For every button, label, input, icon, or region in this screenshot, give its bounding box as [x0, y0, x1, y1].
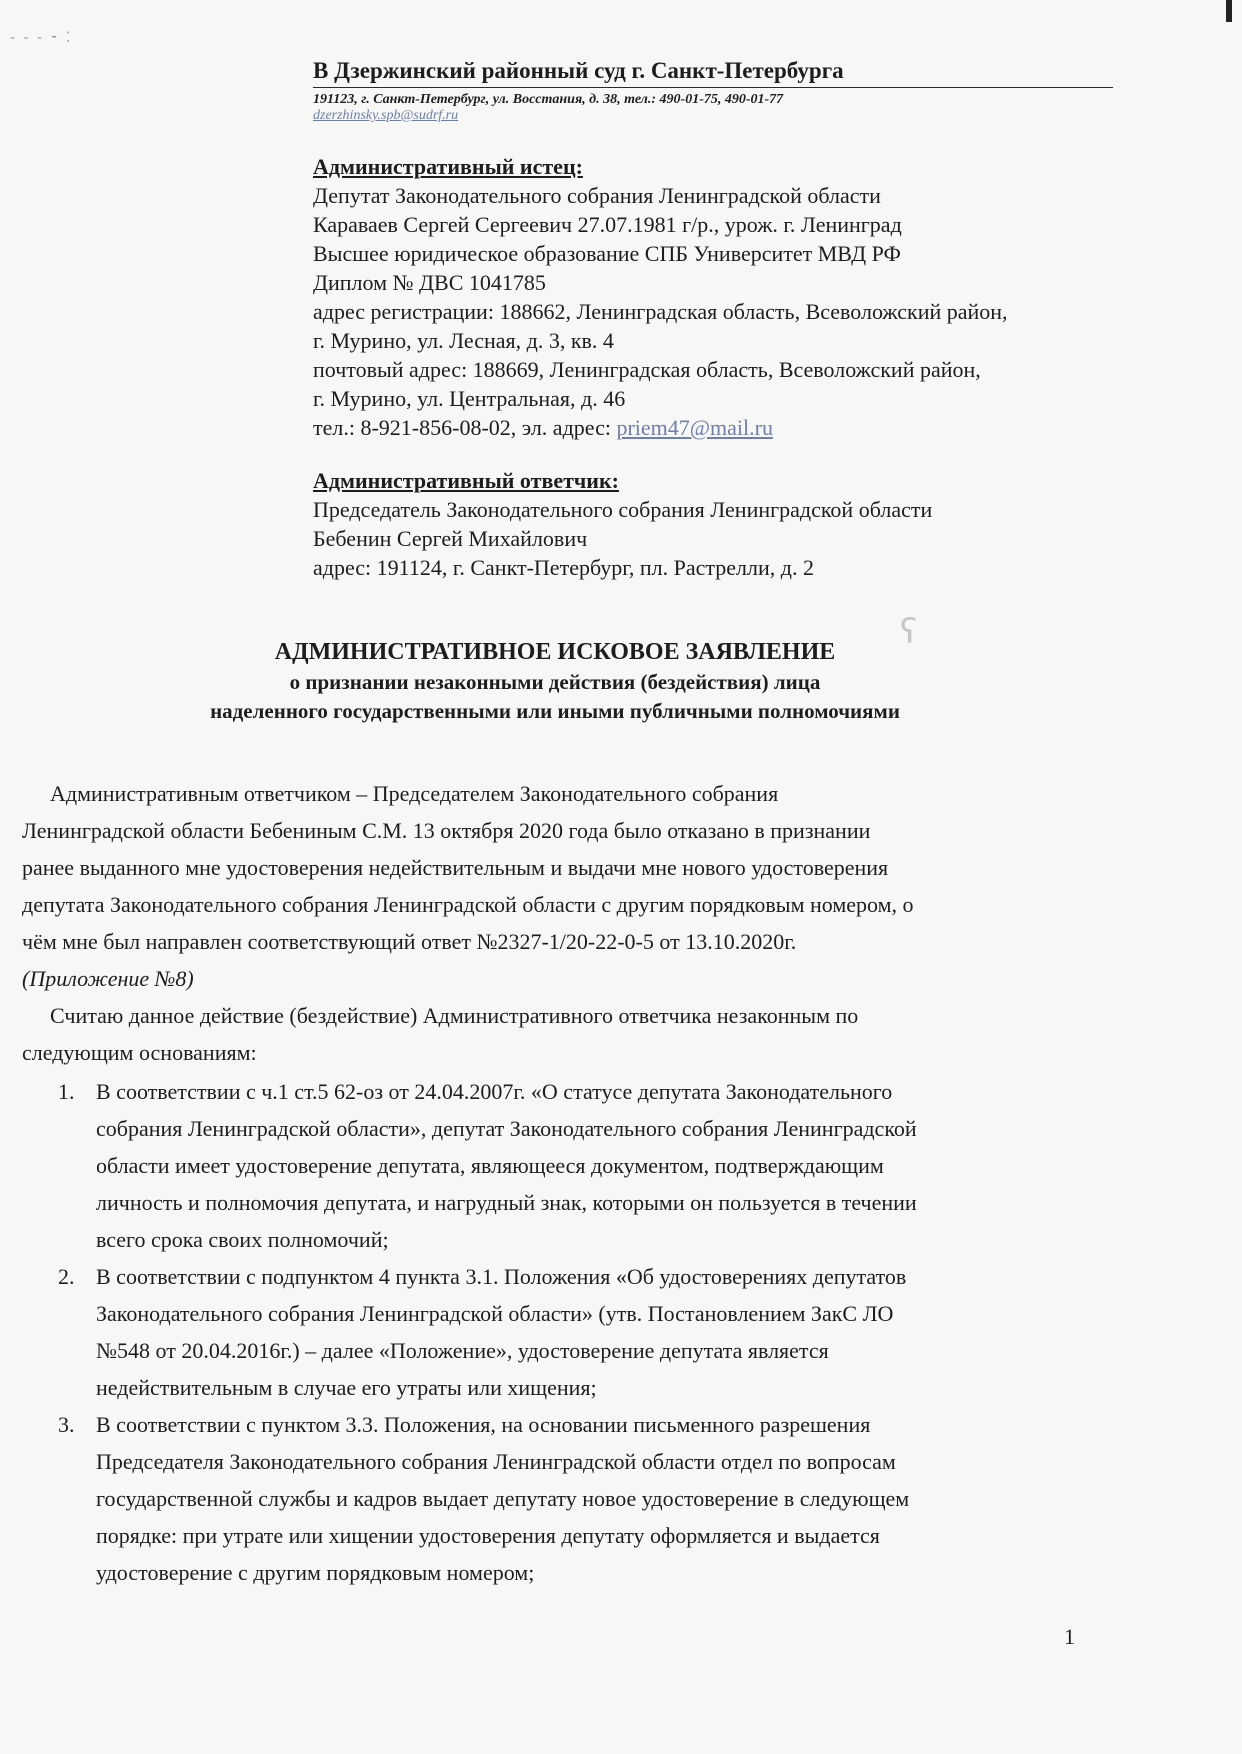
list-line: порядке: при утрате или хищении удостоверения депутату оформляется и выдается	[96, 1523, 880, 1548]
plaintiff-line: Караваев Сергей Сергеевич 27.07.1981 г/р., урож. г. Ленинград	[313, 212, 902, 237]
attachment-note: (Приложение №8)	[22, 966, 194, 991]
list-line: Председателя Законодательного собрания Ленинградской области отдел по вопросам	[96, 1449, 896, 1474]
plaintiff-line: Высшее юридическое образование СПБ Университет МВД РФ	[313, 241, 901, 266]
body-paragraph	[22, 775, 1082, 1071]
document-title-block	[0, 636, 1110, 726]
paragraph-line: ранее выданного мне удостоверения недействительным и выдачи мне нового удостоверения	[22, 855, 889, 880]
list-item	[0, 1258, 1100, 1406]
paragraph-line: Считаю данное действие (бездействие) Административного ответчика незаконным по	[50, 1003, 859, 1028]
list-line: всего срока своих полномочий;	[96, 1227, 389, 1252]
paragraph-line: чём мне был направлен соответствующий ответ №2327-1/20-22-0-5 от 13.10.2020г.	[22, 929, 797, 954]
plaintiff-line: г. Мурино, ул. Центральная, д. 46	[313, 386, 626, 411]
plaintiff-contact	[313, 413, 1008, 442]
court-email-link[interactable]: dzerzhinsky.spb@sudrf.ru	[313, 108, 459, 123]
court-address: 191123, г. Санкт-Петербург, ул. Восстания, д. 38, тел.: 490-01-75, 490-01-77	[313, 92, 784, 107]
document-subtitle: о признании незаконными действия (бездействия) лица	[289, 670, 821, 694]
plaintiff-line: Диплом № ДВС 1041785	[313, 270, 546, 295]
page-number: 1	[1064, 1624, 1075, 1649]
scan-artifact: - - - ⁃ ⁚	[10, 30, 73, 46]
plaintiff-line: г. Мурино, ул. Лесная, д. 3, кв. 4	[313, 328, 614, 353]
list-number: 3.	[58, 1412, 75, 1437]
document-title: АДМИНИСТРАТИВНОЕ ИСКОВОЕ ЗАЯВЛЕНИЕ	[274, 639, 836, 665]
list-line: недействительным в случае его утраты или хищения;	[96, 1375, 597, 1400]
list-item	[0, 1073, 1100, 1258]
grounds-list	[0, 1073, 1100, 1591]
paragraph-line: Ленинградской области Бебениным С.М. 13 октября 2020 года было отказано в признании	[22, 818, 871, 843]
defendant-section	[313, 466, 932, 582]
list-line: личность и полномочия депутата, и нагрудный знак, которыми он пользуется в течении	[96, 1190, 917, 1215]
list-line: В соответствии с подпунктом 4 пункта 3.1. Положения «Об удостоверениях депутатов	[96, 1264, 907, 1289]
list-line: удостоверение с другим порядковым номером;	[96, 1560, 535, 1585]
defendant-line: адрес: 191124, г. Санкт-Петербург, пл. Растрелли, д. 2	[313, 555, 814, 580]
plaintiff-heading: Административный истец:	[313, 154, 583, 179]
paragraph-line: следующим основаниям:	[22, 1040, 257, 1065]
court-header	[313, 58, 1113, 124]
paragraph-line: Административным ответчиком – Председателем Законодательного собрания	[50, 781, 779, 806]
list-number: 1.	[58, 1079, 75, 1104]
list-line: Законодательного собрания Ленинградской области» (утв. Постановлением ЗакС ЛО	[96, 1301, 894, 1326]
list-line: области имеет удостоверение депутата, являющееся документом, подтверждающим	[96, 1153, 884, 1178]
scan-artifact: ʕ	[900, 612, 918, 652]
list-item	[0, 1406, 1100, 1591]
list-line: В соответствии с пунктом 3.3. Положения, на основании письменного разрешения	[96, 1412, 871, 1437]
list-number: 2.	[58, 1264, 75, 1289]
list-line: государственной службы и кадров выдает депутату новое удостоверение в следующем	[96, 1486, 910, 1511]
defendant-line: Бебенин Сергей Михайлович	[313, 526, 588, 551]
defendant-line: Председатель Законодательного собрания Ленинградской области	[313, 497, 933, 522]
plaintiff-line: адрес регистрации: 188662, Ленинградская область, Всеволожский район,	[313, 299, 1008, 324]
plaintiff-section	[313, 152, 1008, 442]
plaintiff-line: Депутат Законодательного собрания Ленинградской области	[313, 183, 881, 208]
paragraph-line: депутата Законодательного собрания Ленинградской области с другим порядковым номером, о	[22, 892, 914, 917]
plaintiff-contact-text: тел.: 8-921-856-08-02, эл. адрес:	[313, 415, 617, 440]
list-line: В соответствии с ч.1 ст.5 62-оз от 24.04.2007г. «О статусе депутата Законодательного	[96, 1079, 893, 1104]
document-subtitle: наделенного государственными или иными публичными полномочиями	[210, 699, 900, 723]
list-line: собрания Ленинградской области», депутат Законодательного собрания Ленинградской	[96, 1116, 917, 1141]
list-line: №548 от 20.04.2016г.) – далее «Положение», удостоверение депутата является	[96, 1338, 829, 1363]
defendant-heading: Административный ответчик:	[313, 468, 619, 493]
plaintiff-email-link[interactable]: priem47@mail.ru	[616, 415, 773, 440]
scan-artifact	[1226, 0, 1232, 22]
court-title: В Дзержинский районный суд г. Санкт-Петербурга	[313, 58, 1113, 88]
plaintiff-line: почтовый адрес: 188669, Ленинградская область, Всеволожский район,	[313, 357, 981, 382]
